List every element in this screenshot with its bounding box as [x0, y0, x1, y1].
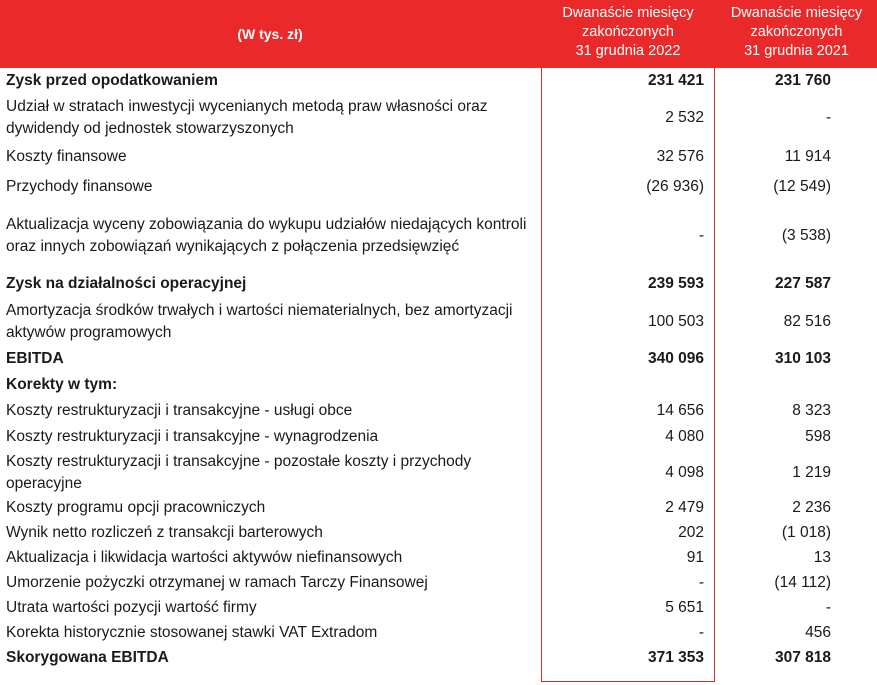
row-label: Utrata wartości pozycji wartość firmy — [6, 598, 257, 616]
table-row — [0, 94, 877, 142]
value-2021: 8 323 — [792, 402, 831, 419]
table-row — [0, 142, 877, 172]
value-2022: 4 098 — [665, 464, 704, 481]
value-2021: 456 — [805, 623, 831, 641]
table-row — [0, 595, 877, 620]
table-row — [0, 496, 877, 520]
row-label: Amortyzacja środków trwałych i wartości niematerialnych, bez amortyzacji aktywów programowych — [6, 302, 513, 341]
table-row — [0, 398, 877, 424]
column-header-2021 — [716, 4, 877, 61]
column-header-2022-line1: Dwanaście miesięcy — [562, 5, 694, 21]
table-row — [0, 372, 877, 398]
table-row — [0, 346, 877, 372]
column-header-2021-line1: Dwanaście miesięcy — [730, 5, 863, 21]
row-label: Udział w stratach inwestycji wycenianych metodą praw własności oraz dywidendy od jednostek stowarzyszonych — [6, 98, 488, 137]
value-2022: 14 656 — [656, 402, 704, 419]
row-label: Wynik netto rozliczeń z transakcji barterowych — [6, 523, 323, 541]
value-2022: - — [698, 623, 704, 641]
value-2022: 340 096 — [647, 350, 704, 367]
table-row — [0, 520, 877, 545]
value-2021: - — [825, 598, 831, 616]
value-2022: 5 651 — [665, 598, 704, 616]
value-2022: 202 — [678, 523, 704, 541]
row-label: Przychody finansowe — [6, 178, 153, 195]
table-header — [0, 0, 877, 68]
value-2021: 1 219 — [792, 464, 831, 481]
value-2021: 310 103 — [774, 350, 831, 367]
value-2022: 2 532 — [665, 109, 704, 126]
value-2021: (1 018) — [781, 523, 831, 541]
value-2022: - — [698, 227, 704, 244]
table-body — [0, 68, 877, 671]
value-2022: 371 353 — [647, 649, 704, 666]
value-2021: 2 236 — [792, 499, 831, 516]
row-label: Koszty restrukturyzacji i transakcyjne - usługi obce — [6, 402, 353, 419]
value-2021: 307 818 — [774, 649, 831, 666]
row-label: EBITDA — [6, 350, 64, 367]
value-2021: 231 760 — [774, 72, 831, 89]
column-header-2022 — [540, 4, 716, 61]
value-2022: 100 503 — [647, 313, 704, 330]
value-2021: (14 112) — [774, 573, 831, 591]
value-2022: - — [698, 573, 704, 591]
value-2022: 4 080 — [665, 428, 704, 445]
value-2022: 239 593 — [647, 275, 704, 292]
value-2022: 2 479 — [665, 499, 704, 516]
row-label: Koszty restrukturyzacji i transakcyjne - wynagrodzenia — [6, 428, 379, 445]
value-2022: (26 936) — [646, 178, 704, 195]
unit-label: (W tys. zł) — [237, 26, 303, 42]
row-label: Skorygowana EBITDA — [6, 649, 169, 666]
value-2021: (3 538) — [781, 227, 831, 244]
table-row — [0, 270, 877, 298]
row-label: Umorzenie pożyczki otrzymanej w ramach Tarczy Finansowej — [6, 573, 428, 591]
table-row — [0, 172, 877, 202]
row-label: Zysk przed opodatkowaniem — [6, 72, 218, 89]
value-2022: 91 — [686, 548, 704, 566]
table-row — [0, 570, 877, 595]
table-row — [0, 620, 877, 645]
table-row — [0, 202, 877, 270]
column-header-2022-line2: zakończonych — [582, 24, 674, 40]
value-2021: 13 — [813, 548, 831, 566]
row-label: Zysk na działalności operacyjnej — [6, 275, 247, 292]
value-2021: 598 — [805, 428, 831, 445]
table-row — [0, 450, 877, 496]
table-row — [0, 545, 877, 570]
row-label: Aktualizacja wyceny zobowiązania do wykupu udziałów niedających kontroli oraz innych zobowiązań wynikających z połączenia przedsięwzięć — [6, 216, 527, 255]
row-label: Korekty w tym: — [6, 376, 118, 393]
table-row — [0, 298, 877, 346]
row-label: Koszty finansowe — [6, 148, 127, 165]
value-2022: 231 421 — [647, 72, 704, 89]
row-label: Aktualizacja i likwidacja wartości aktywów niefinansowych — [6, 548, 403, 566]
table-row — [0, 68, 877, 94]
value-2021: - — [825, 109, 831, 126]
row-label: Korekta historycznie stosowanej stawki VAT Extradom — [6, 623, 378, 641]
value-2021: 82 516 — [783, 313, 831, 330]
value-2021: 227 587 — [774, 275, 831, 292]
table-row — [0, 424, 877, 450]
value-2021: 11 914 — [784, 148, 831, 165]
row-label: Koszty programu opcji pracowniczych — [6, 499, 266, 516]
row-label: Koszty restrukturyzacji i transakcyjne - pozostałe koszty i przychody operacyjne — [6, 453, 472, 492]
table-row — [0, 645, 877, 671]
column-header-2021-line3: 31 grudnia 2021 — [744, 43, 849, 59]
value-2021: (12 549) — [773, 178, 831, 195]
column-header-2021-line2: zakończonych — [750, 24, 843, 40]
column-header-2022-line3: 31 grudnia 2022 — [575, 43, 681, 59]
value-2022: 32 576 — [656, 148, 704, 165]
